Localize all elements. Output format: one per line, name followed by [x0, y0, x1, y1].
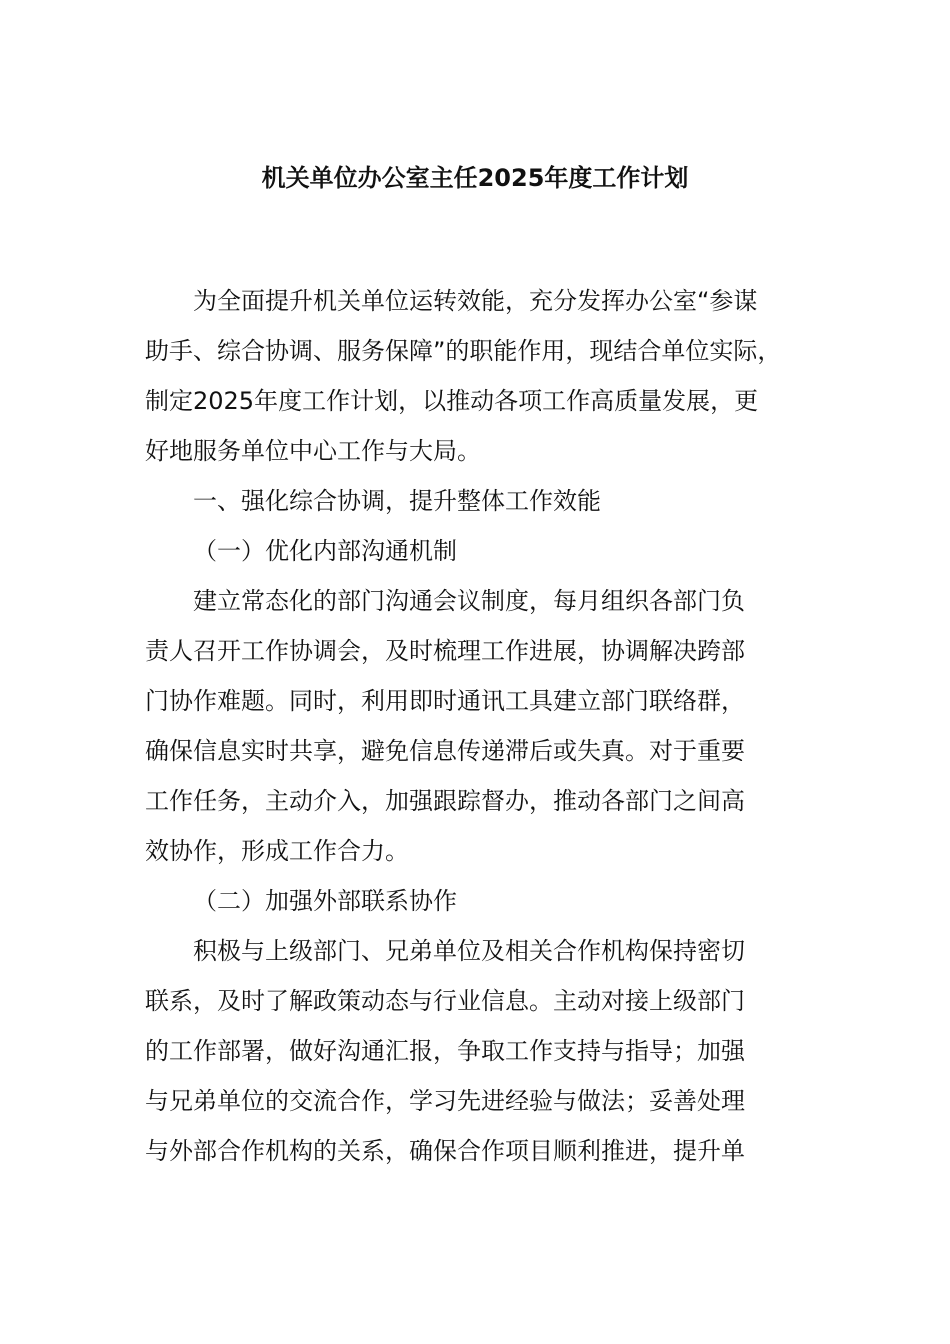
subsection-heading: （二）加强外部联系协作	[193, 887, 457, 915]
paragraph-line: 确保信息实时共享，避免信息传递滞后或失真。对于重要	[145, 737, 745, 765]
paragraph-line: 好地服务单位中心工作与大局。	[145, 437, 481, 465]
paragraph-line: 制定2025年度工作计划，以推动各项工作高质量发展，更	[145, 387, 759, 415]
paragraph-line: 与兄弟单位的交流合作，学习先进经验与做法；妥善处理	[145, 1087, 745, 1115]
paragraph-line: 门协作难题。同时，利用即时通讯工具建立部门联络群，	[145, 687, 745, 715]
paragraph-line: 与外部合作机构的关系，确保合作项目顺利推进，提升单	[145, 1137, 745, 1165]
section-heading: 一、强化综合协调，提升整体工作效能	[193, 487, 601, 515]
paragraph-line: 积极与上级部门、兄弟单位及相关合作机构保持密切	[193, 937, 745, 965]
paragraph-line: 的工作部署，做好沟通汇报，争取工作支持与指导；加强	[145, 1037, 745, 1065]
paragraph-line: 建立常态化的部门沟通会议制度，每月组织各部门负	[193, 587, 745, 615]
document-title: 机关单位办公室主任2025年度工作计划	[261, 164, 689, 192]
paragraph-line: 联系，及时了解政策动态与行业信息。主动对接上级部门	[145, 987, 745, 1015]
paragraph-line: 助手、综合协调、服务保障”的职能作用，现结合单位实际，	[145, 337, 782, 365]
paragraph-line: 效协作，形成工作合力。	[145, 837, 409, 865]
subsection-heading: （一）优化内部沟通机制	[193, 537, 457, 565]
paragraph-line: 为全面提升机关单位运转效能，充分发挥办公室“参谋	[193, 287, 758, 315]
paragraph-line: 责人召开工作协调会，及时梳理工作进展，协调解决跨部	[145, 637, 745, 665]
paragraph-line: 工作任务，主动介入，加强跟踪督办，推动各部门之间高	[145, 787, 745, 815]
